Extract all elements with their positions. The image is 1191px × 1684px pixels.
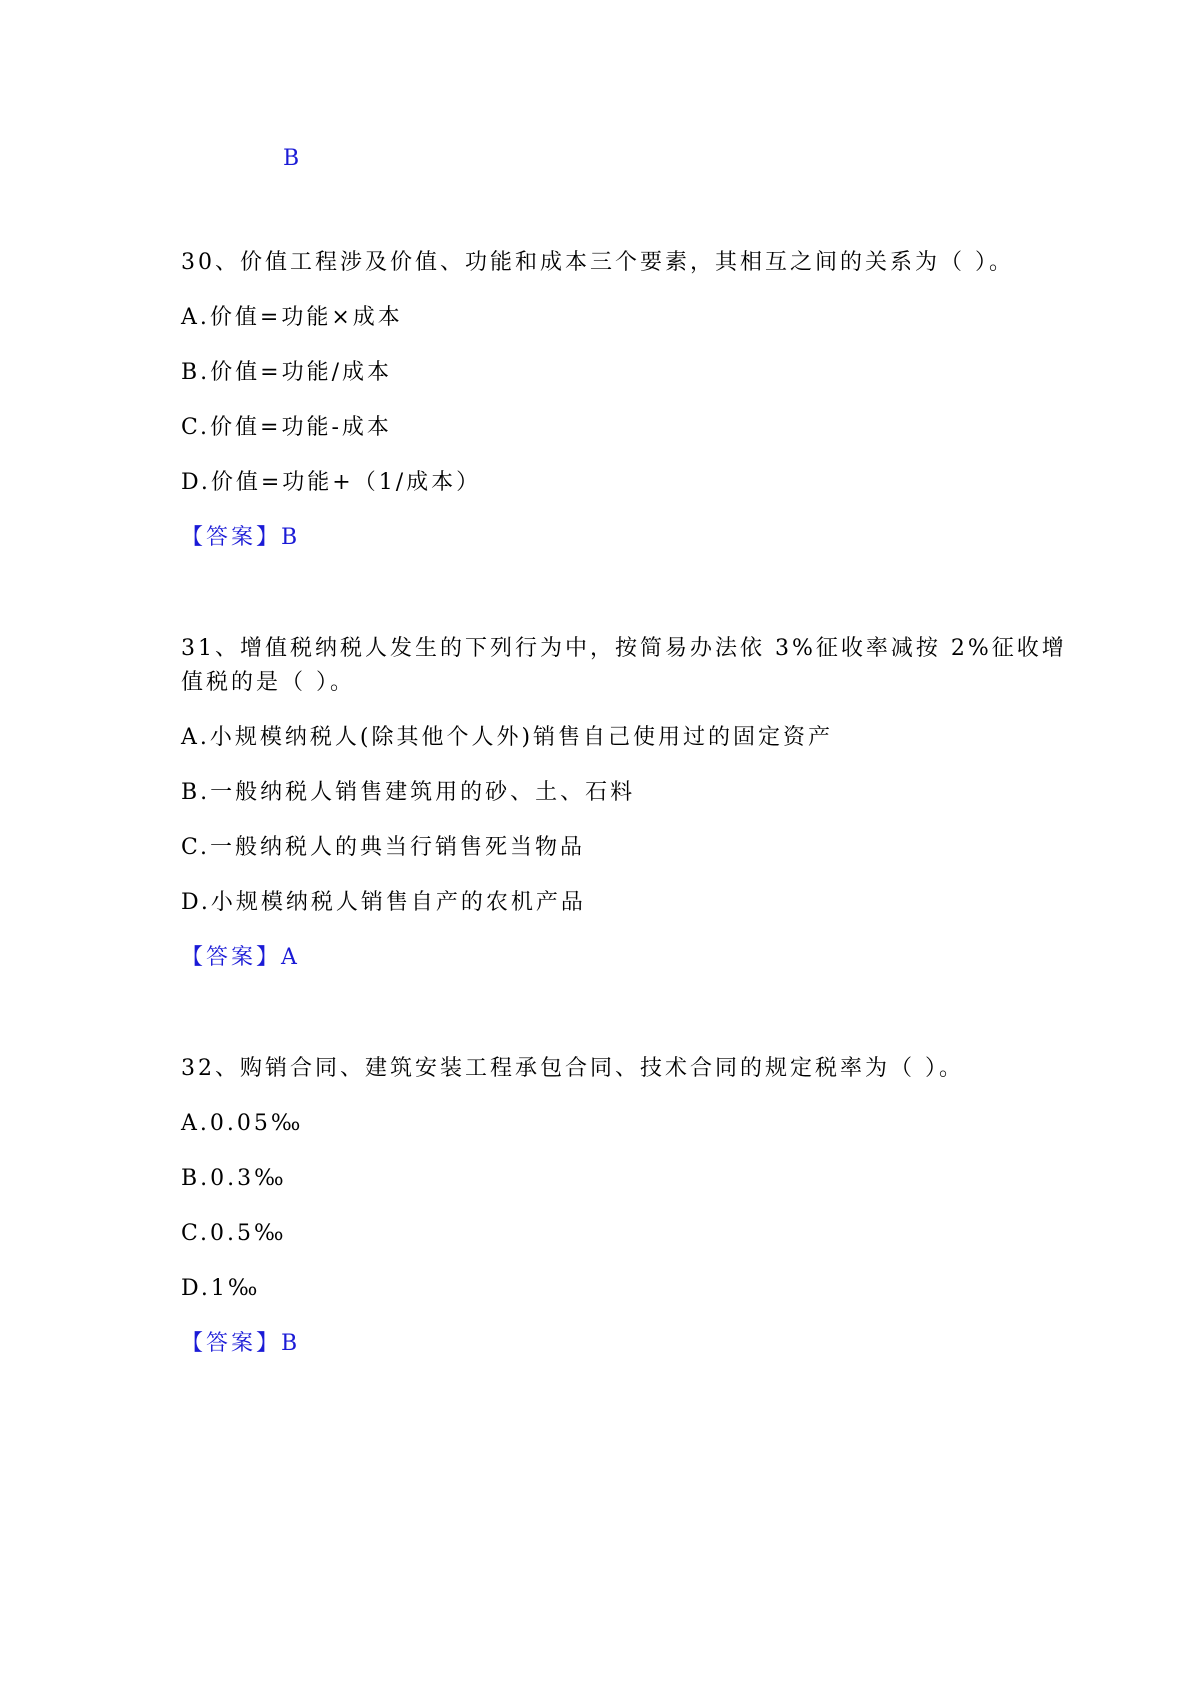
question-30-option-c: C.价值=功能-成本 [181, 415, 392, 440]
question-32-option-a: A.0.05‰ [181, 1111, 304, 1136]
previous-answer-letter: B [283, 146, 300, 171]
question-30-answer [181, 522, 300, 554]
question-32-option-c: C.0.5‰ [181, 1221, 287, 1246]
question-31-option-c: C.一般纳税人的典当行销售死当物品 [181, 835, 586, 860]
answer-label: 【答案】 [181, 525, 282, 550]
question-31-answer [181, 942, 300, 974]
question-30-stem: 30、价值工程涉及价值、功能和成本三个要素，其相互之间的关系为（ ）。 [181, 250, 1014, 275]
question-31-option-d: D.小规模纳税人销售自产的农机产品 [181, 890, 586, 915]
question-32-stem: 32、购销合同、建筑安装工程承包合同、技术合同的规定税率为（ ）。 [181, 1056, 964, 1081]
answer-letter: A [281, 945, 300, 970]
question-30-option-a: A.价值=功能×成本 [181, 305, 403, 330]
question-31-stem-line-1: 31、增值税纳税人发生的下列行为中，按简易办法依 3%征收率减按 2%征收增 [181, 636, 1067, 661]
answer-label: 【答案】 [181, 945, 282, 970]
answer-letter: B [281, 1331, 301, 1356]
question-30-option-b: B.价值=功能/成本 [181, 360, 393, 385]
answer-label: 【答案】 [181, 1331, 282, 1356]
question-32-answer [181, 1328, 300, 1360]
question-32-option-d: D.1‰ [181, 1276, 261, 1301]
question-31-stem-line-2: 值税的是（ ）。 [181, 670, 355, 695]
question-31-option-b: B.一般纳税人销售建筑用的砂、土、石料 [181, 780, 636, 805]
question-32-option-b: B.0.3‰ [181, 1166, 287, 1191]
answer-letter: B [281, 525, 301, 550]
question-31-option-a: A.小规模纳税人(除其他个人外)销售自己使用过的固定资产 [181, 725, 834, 750]
question-30-option-d: D.价值=功能+（1/成本） [181, 470, 482, 495]
